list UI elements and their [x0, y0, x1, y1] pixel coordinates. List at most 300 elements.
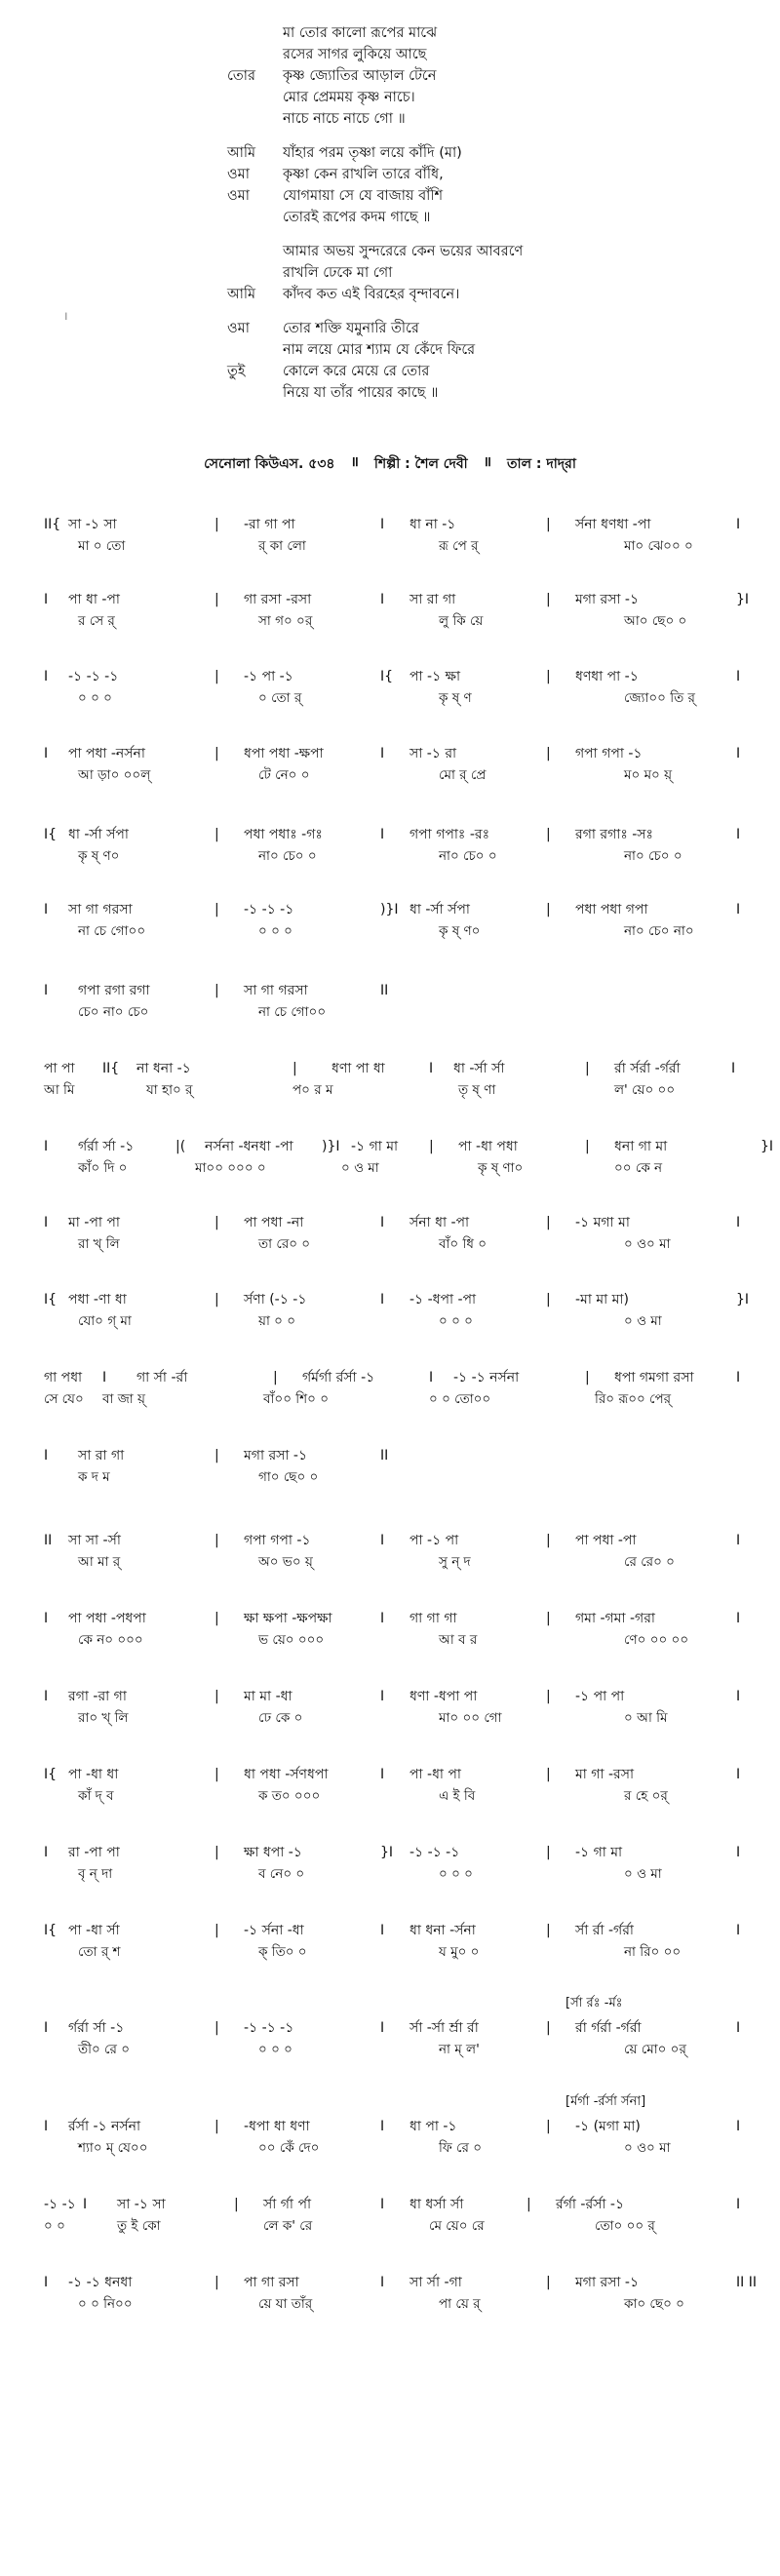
swara-group: ধা না -১ — [410, 517, 456, 532]
swara-group: র্রা র্গর্রা -র্গর্রা — [575, 2020, 642, 2036]
swara-group: I — [736, 669, 741, 684]
syllable-group: লে ক' রে — [263, 2218, 313, 2234]
swara-group: গমা -গমা -গরা — [575, 1611, 655, 1626]
swara-group: ধা পধা -র্সণধপা — [244, 1767, 329, 1782]
syllable-group: রি০ রূ০০ পের্‌ — [595, 1391, 672, 1407]
swara-group: | — [214, 2020, 219, 2036]
syllable-group: ক্‌ তি০ ০ — [258, 1944, 307, 1960]
syllable-group: ০ ও মা — [341, 1160, 379, 1176]
swara-group: পা -ধা র্সা — [68, 1923, 120, 1938]
lyric-syllable-line — [0, 921, 780, 941]
lyric-text: মা তোর কালো রূপের মাঝে — [283, 25, 438, 41]
lyric-syllable-line — [0, 611, 780, 631]
swara-group: -১ গা মা — [351, 1139, 399, 1154]
lyric-syllable-line — [0, 536, 780, 556]
artist-name: শিল্পী : শৈল দেবী — [373, 456, 468, 472]
swara-group: -১ গা মা — [575, 1845, 623, 1860]
swara-group: I — [44, 1215, 49, 1230]
syllable-group: মা০০ ০০০ ০ — [195, 1160, 266, 1176]
lyric-syllable-line — [0, 1234, 780, 1254]
lyric-text: নাম লয়ে মোর শ্যাম যে কেঁদে ফিরে — [283, 342, 476, 358]
syllable-group: তো০ ০০ র্‌ — [595, 2218, 655, 2234]
swara-group: I{ — [44, 1767, 58, 1782]
swara-group: -১ -১ -১ — [244, 2020, 294, 2036]
swara-group: ধনা গা মা — [614, 1139, 668, 1154]
swara-group: -১ -১ — [44, 2197, 76, 2212]
swara-group: পা -ধা পধা — [458, 1139, 518, 1154]
swara-group: -১ -ধপা -পা — [410, 1292, 477, 1308]
lyric-syllable-line — [0, 1630, 780, 1650]
swara-group: I — [44, 1139, 49, 1154]
swara-line — [0, 2018, 780, 2038]
lyric-prefix: তোর — [227, 68, 255, 84]
lyric-text: কাঁদব কত এই বিরহের বৃন্দাবনে। — [283, 287, 460, 302]
lyric-prefix: আমি — [227, 145, 256, 161]
syllable-group: বাঁ০ ধি ০ — [439, 1236, 487, 1252]
swara-group: সা -১ রা — [410, 746, 457, 761]
swara-group: I — [44, 983, 49, 998]
swara-group: র্সা -র্সা র্ম্রা র্রা — [410, 2020, 479, 2036]
swara-group: |( — [176, 1139, 186, 1154]
lyric-syllable-line — [0, 1389, 780, 1409]
syllable-group: কাঁ দ্‌ ব — [78, 1788, 114, 1804]
swara-group: সা রা গা — [410, 592, 456, 607]
syllable-group: আ মি — [44, 1082, 75, 1098]
swara-group: I — [380, 827, 385, 842]
swara-group: | — [546, 669, 551, 684]
swara-group: -১ -১ -১ — [68, 669, 119, 684]
syllable-group: ০ ও০ মা — [624, 2140, 671, 2156]
swara-group: I — [736, 1370, 741, 1386]
swara-line — [0, 1531, 780, 1550]
swara-group: | — [214, 1611, 219, 1626]
swara-group: I — [731, 1061, 736, 1076]
swara-group: I — [736, 2119, 741, 2134]
swara-group: পধা পধা গপা — [575, 902, 648, 917]
swara-group: I — [736, 2197, 741, 2212]
swara-group: পা -ধা ধা — [68, 1767, 119, 1782]
swara-group: পা পধা -পা — [575, 1533, 637, 1548]
swara-group: I — [736, 1923, 741, 1938]
swara-group: রগা রগাঃ -সঃ — [575, 827, 654, 842]
swara-group: র্গর্রা র্সা -১ — [78, 1139, 135, 1154]
swara-group: | — [546, 592, 551, 607]
swara-group: I — [380, 592, 385, 607]
swara-group: সা -১ সা — [117, 2197, 166, 2212]
swara-group: পা পা — [44, 1061, 75, 1076]
swara-group: }I — [760, 1139, 774, 1154]
swara-group: গপা রগা রগা — [78, 983, 150, 998]
swara-group: I — [736, 746, 741, 761]
lyric-text: নিয়ে যা তাঁর পায়ের কাছে ॥ — [283, 385, 439, 401]
swara-group: -১ (মগা মা) — [575, 2119, 641, 2134]
swara-group: -১ -১ -১ — [244, 902, 294, 917]
syllable-group: কাঁ০ দি ০ — [78, 1160, 128, 1176]
header-separator: ॥ — [483, 454, 492, 470]
syllable-group: কৃ ষ্‌ ণ — [439, 690, 472, 706]
swara-group: পা পধা -পধপা — [68, 1611, 146, 1626]
swara-group: ধপা পধা -ক্ষপা — [244, 746, 324, 761]
swara-group: পা -১ ক্ষা — [410, 669, 461, 684]
swara-line — [0, 1446, 780, 1465]
lyric-text: আমার অভয় সুন্দরেরে কেন ভয়ের আবরণে — [283, 244, 524, 259]
swara-group: I — [736, 902, 741, 917]
swara-group: -১ র্সনা -ধা — [244, 1923, 304, 1938]
swara-group: II — [380, 1448, 389, 1464]
lyric-prefix: তুই — [227, 364, 246, 379]
swara-line — [0, 1921, 780, 1940]
syllable-group: না চে গো০০ — [78, 923, 146, 939]
swara-group: | — [546, 517, 551, 532]
swara-group: I — [380, 1689, 385, 1704]
swara-group: গপা গপা -১ — [244, 1533, 311, 1548]
swara-group: I — [380, 2119, 385, 2134]
syllable-group: ক ত০ ০০০ — [258, 1788, 321, 1804]
swara-group: | — [546, 2275, 551, 2290]
swara-group: I — [736, 1611, 741, 1626]
lyric-line — [0, 88, 780, 107]
syllable-group: না চে গো০০ — [258, 1004, 327, 1020]
syllable-group: সা গ০ ০র্‌ — [258, 613, 313, 629]
lyric-syllable-line — [0, 688, 780, 708]
swara-group: ধণা -ধপা পা — [410, 1689, 478, 1704]
syllable-group: সে যে০ — [44, 1391, 84, 1407]
syllable-group: ০ ০ ০ — [258, 2042, 292, 2057]
swara-group: র্সনা ধণধা -পা — [575, 517, 651, 532]
swara-group: I — [380, 2275, 385, 2290]
swara-group: }I — [736, 592, 750, 607]
swara-group: ক্ষা ধপা -১ — [244, 1845, 302, 1860]
swara-group: মগা রসা -১ — [575, 592, 640, 607]
syllable-group: পা য়ে র্‌ — [439, 2296, 481, 2312]
syllable-group: প০ র ম — [292, 1082, 333, 1098]
swara-group: পা -ধা পা — [410, 1767, 461, 1782]
swara-group: | — [546, 2020, 551, 2036]
syllable-group: অ০ ভ০ য়্‌ — [258, 1554, 313, 1570]
swara-group: | — [214, 1292, 219, 1308]
lyric-syllable-line — [0, 1158, 780, 1178]
syllable-group: ফি রে ০ — [439, 2140, 482, 2156]
syllable-group: ০ ০ ০ — [258, 923, 292, 939]
lyric-line — [0, 66, 780, 86]
swara-group: I — [44, 746, 49, 761]
swara-group: সা গা গরসা — [244, 983, 308, 998]
syllable-group: ভ য়ে০ ০০০ — [258, 1632, 325, 1648]
swara-group: | — [526, 2197, 531, 2212]
swara-group: I — [44, 1611, 49, 1626]
swara-group: -১ -১ ধনধা — [68, 2275, 133, 2290]
syllable-group: য়ে যা তাঁর্‌ — [258, 2296, 313, 2312]
lyric-text: তোর শক্তি যমুনারি তীরে — [283, 321, 419, 336]
swara-group: I — [429, 1370, 434, 1386]
syllable-group: আ ড়া০ ০০ল্‌ — [78, 767, 151, 783]
swara-group: | — [546, 1215, 551, 1230]
swara-group: | — [546, 2119, 551, 2134]
syllable-group: বা জা য়্‌ — [102, 1391, 145, 1407]
swara-line — [0, 1609, 780, 1628]
swara-group: | — [234, 2197, 239, 2212]
swara-group: পধা পধাঃ -গঃ — [244, 827, 323, 842]
syllable-group: ০ ০ তো০০ — [429, 1391, 491, 1407]
swara-group: সা -১ সা — [68, 517, 117, 532]
syllable-group: ০০ কে ন — [614, 1160, 663, 1176]
swara-group: সা রা গা — [78, 1448, 125, 1464]
swara-group: গপা গপা -১ — [575, 746, 643, 761]
syllable-group: বাঁ০০ শি০ ০ — [263, 1391, 329, 1407]
swara-group: | — [585, 1370, 590, 1386]
swara-group: I — [380, 746, 385, 761]
swara-group: ধণধা পা -১ — [575, 669, 639, 684]
swara-group: | — [546, 1611, 551, 1626]
swara-group: I — [380, 1767, 385, 1782]
swara-line — [0, 2117, 780, 2136]
lyric-line — [0, 23, 780, 43]
syllable-group: র হে ০র্‌ — [624, 1788, 668, 1804]
syllable-group: কৃ ষ্‌ ণ০ — [439, 923, 481, 939]
swara-group: ধা পা -১ — [410, 2119, 457, 2134]
swara-group: }I — [736, 1292, 750, 1308]
swara-group: -রা গা পা — [244, 517, 295, 532]
syllable-group: ০ ০ ০ — [439, 1313, 473, 1329]
swara-group: I — [736, 1215, 741, 1230]
syllable-group: য মু০ ০ — [439, 1944, 480, 1960]
swara-group: )}I — [322, 1139, 340, 1154]
swara-group: মা গা -রসা — [575, 1767, 635, 1782]
swara-group: I — [429, 1061, 434, 1076]
swara-line — [0, 1290, 780, 1309]
lyric-syllable-line — [0, 2040, 780, 2059]
swara-group: মগা রসা -১ — [244, 1448, 308, 1464]
swara-line — [0, 1687, 780, 1706]
lyric-line — [0, 208, 780, 227]
swara-group: -১ -১ -১ — [410, 1845, 460, 1860]
swara-group: II — [380, 983, 389, 998]
swara-group: ধণা পা ধা — [332, 1061, 385, 1076]
lyric-line — [0, 109, 780, 129]
syllable-group: না ম্‌ ল' — [439, 2042, 480, 2057]
swara-group: I — [44, 902, 49, 917]
lyric-syllable-line — [0, 1080, 780, 1100]
swara-group: ধা ধনা -র্সনা — [410, 1923, 476, 1938]
syllable-group: তা রে০ ০ — [258, 1236, 311, 1252]
swara-group: | — [214, 1448, 219, 1464]
syllable-group: কে ন০ ০০০ — [78, 1632, 143, 1648]
syllable-group: তু ই কো — [117, 2218, 161, 2234]
swara-group: গপা গপাঃ -রঃ — [410, 827, 490, 842]
syllable-group: কা০ ছে০ ০ — [624, 2296, 684, 2312]
syllable-group: র্‌ কা লো — [258, 538, 306, 554]
syllable-group: মা ০ তো — [78, 538, 126, 554]
syllable-group: ০০ কেঁ দে০ — [258, 2140, 320, 2156]
alternate-swara-note — [0, 2093, 780, 2111]
swara-group: I — [44, 2119, 49, 2134]
lyric-syllable-line — [0, 1708, 780, 1728]
swara-group: | — [214, 983, 219, 998]
syllable-group: ০ ০ ০ — [78, 690, 112, 706]
syllable-group: ০ ও০ মা — [624, 1236, 671, 1252]
tala-name: তাল : দাদ্‌রা — [507, 456, 576, 472]
swara-group: I — [44, 1448, 49, 1464]
swara-group: রা -পা পা — [68, 1845, 120, 1860]
lyric-prefix: ওমা — [227, 188, 250, 204]
lyric-line — [0, 319, 780, 338]
swara-group: I{ — [44, 1292, 58, 1308]
swara-line — [0, 667, 780, 686]
swara-group: | — [546, 902, 551, 917]
syllable-group: লু কি য়ে — [439, 613, 484, 629]
swara-group: নর্সনা -ধনধা -পা — [205, 1139, 293, 1154]
syllable-group: রা খ্‌ লি — [78, 1236, 120, 1252]
syllable-group: তৃ ষ্‌ ণা — [458, 1082, 496, 1098]
syllable-group: ল' য়ে০ ০০ — [614, 1082, 676, 1098]
swara-group: ক্ষা ক্ষপা -ক্ষপক্ষা — [244, 1611, 332, 1626]
lyric-text: নাচে নাচে নাচে গো ॥ — [283, 111, 406, 127]
swara-group: গা পধা — [44, 1370, 83, 1386]
swara-group: রগা -রা গা — [68, 1689, 127, 1704]
lyric-text: মোর প্রেমময় কৃষ্ণ নাচে। — [283, 90, 415, 105]
lyric-text: কোলে করে মেয়ে রে তোর — [283, 364, 430, 379]
syllable-group: ঢে কে ০ — [258, 1710, 303, 1726]
swara-group: I — [736, 517, 741, 532]
syllable-group: য়ে মো০ ০র্‌ — [624, 2042, 686, 2057]
syllable-group: তী০ রে ০ — [78, 2042, 131, 2057]
swara-group: I — [736, 2020, 741, 2036]
swara-group: I — [380, 1292, 385, 1308]
syllable-group: বৃ ন্‌ দা — [78, 1866, 113, 1882]
syllable-group: ম০ ম০ য়্‌ — [624, 767, 673, 783]
swara-group: র্সা র্গা র্পা — [263, 2197, 312, 2212]
lyric-syllable-line — [0, 2138, 780, 2158]
lyric-syllable-line — [0, 1942, 780, 1962]
swara-group: -১ পা -১ — [244, 669, 293, 684]
swara-group: র্রর্সা -১ নর্সনা — [68, 2119, 141, 2134]
syllable-group: ০ ও মা — [624, 1313, 662, 1329]
syllable-group: চে০ না০ চে০ — [78, 1004, 149, 1020]
lyric-line — [0, 143, 780, 163]
margin-mark: । — [63, 309, 68, 323]
lyric-syllable-line — [0, 1002, 780, 1022]
swara-group: মা -পা পা — [68, 1215, 120, 1230]
swara-group: I — [83, 2197, 88, 2212]
tag-text: [র্সা র্রঃ -র্মঃ — [566, 1996, 623, 2010]
swara-group: -ধপা ধা ধণা — [244, 2119, 310, 2134]
syllable-group: এ ই বি — [439, 1788, 476, 1804]
lyric-text: যোগমায়া সে যে বাজায় বাঁশি — [283, 188, 444, 204]
swara-group: সা গা গরসা — [68, 902, 133, 917]
lyric-line — [0, 45, 780, 64]
lyric-prefix: আমি — [227, 287, 256, 302]
swara-group: পা গা রসা — [244, 2275, 299, 2290]
swara-group: | — [546, 1845, 551, 1860]
lyric-line — [0, 186, 780, 206]
swara-group: | — [214, 1689, 219, 1704]
lyric-text: কৃষ্ণ জ্যোতির আড়াল টেনে — [283, 68, 437, 84]
syllable-group: গা০ ছে০ ০ — [258, 1469, 319, 1485]
swara-line — [0, 515, 780, 534]
lyric-line — [0, 362, 780, 381]
lyric-syllable-line — [0, 2294, 780, 2314]
lyric-line — [0, 242, 780, 261]
swara-group: I — [44, 669, 49, 684]
syllable-group: না রি০ ০০ — [624, 1944, 682, 1960]
swara-group: -১ -১ নর্সনা — [453, 1370, 520, 1386]
lyric-syllable-line — [0, 2216, 780, 2236]
tag-text: [র্মর্গা -র্রর্সা র্সনা] — [566, 2094, 646, 2109]
swara-line — [0, 590, 780, 609]
swara-line — [0, 825, 780, 844]
swara-group: | — [214, 2275, 219, 2290]
swara-group: | — [214, 1533, 219, 1548]
lyric-syllable-line — [0, 765, 780, 785]
syllable-group: মো র্‌ প্রে — [439, 767, 487, 783]
swara-group: I — [44, 2020, 49, 2036]
swara-group: I — [736, 1845, 741, 1860]
syllable-group: না০ চে০ না০ — [624, 923, 694, 939]
swara-group: পা ধা -পা — [68, 592, 120, 607]
syllable-group: আ০ ছে০ ০ — [624, 613, 687, 629]
swara-group: I — [380, 517, 385, 532]
swara-group: | — [214, 669, 219, 684]
syllable-group: র সে র্‌ — [78, 613, 115, 629]
swara-group: | — [214, 592, 219, 607]
syllable-group: ০ ০ — [44, 2218, 65, 2234]
swara-group: | — [214, 1845, 219, 1860]
syllable-group: ক দ ম — [78, 1469, 110, 1485]
syllable-group: রে রে০ ০ — [624, 1554, 675, 1570]
swara-line — [0, 2195, 780, 2214]
swara-group: র্সনা ধা -পা — [410, 1215, 470, 1230]
record-number: সেনোলা কিউএস. ৫৩৪ — [204, 456, 335, 472]
syllable-group: কৃ ষ্‌ ণ০ — [78, 848, 120, 864]
swara-group: ধা -র্সা র্সা — [453, 1061, 505, 1076]
swara-group: | — [214, 827, 219, 842]
lyric-syllable-line — [0, 1864, 780, 1884]
lyric-line — [0, 383, 780, 403]
swara-group: সা সা -র্সা — [68, 1533, 121, 1548]
swara-line — [0, 1368, 780, 1387]
alternate-swara-note — [0, 1995, 780, 2012]
swara-group: I — [736, 1533, 741, 1548]
swara-group: | — [546, 746, 551, 761]
lyric-syllable-line — [0, 1311, 780, 1331]
lyric-syllable-line — [0, 1467, 780, 1487]
syllable-group: জ্যো০০ তি র্‌ — [624, 690, 695, 706]
swara-group: ধা ধর্সা র্সা — [410, 2197, 464, 2212]
swara-group: II — [44, 1533, 53, 1548]
syllable-group: কৃ ষ্‌ ণা০ — [478, 1160, 524, 1176]
syllable-group: ০ ও মা — [624, 1866, 662, 1882]
swara-group: | — [429, 1139, 434, 1154]
lyric-text: যাঁহার পরম তৃষ্ণা লয়ে কাঁদি (মা) — [283, 145, 462, 161]
lyric-prefix: ওমা — [227, 321, 250, 336]
lyric-text: রাখলি ঢেকে মা গো — [283, 265, 393, 281]
swara-line — [0, 2273, 780, 2292]
lyric-syllable-line — [0, 1786, 780, 1806]
swara-group: I{ — [44, 827, 58, 842]
swara-group: | — [546, 1533, 551, 1548]
swara-group: ধপা গমগা রসা — [614, 1370, 694, 1386]
swara-group: পা পধা -নর্সনা — [68, 746, 145, 761]
swara-line — [0, 1137, 780, 1156]
swara-group: র্গর্রা র্সা -১ — [68, 2020, 125, 2036]
lyric-line — [0, 165, 780, 184]
syllable-group: মে য়ে০ রে — [429, 2218, 485, 2234]
swara-group: | — [214, 517, 219, 532]
swara-group: | — [546, 1923, 551, 1938]
syllable-group: যা হা০ র্‌ — [146, 1082, 193, 1098]
swara-group: | — [214, 1923, 219, 1938]
swara-group: I — [44, 592, 49, 607]
